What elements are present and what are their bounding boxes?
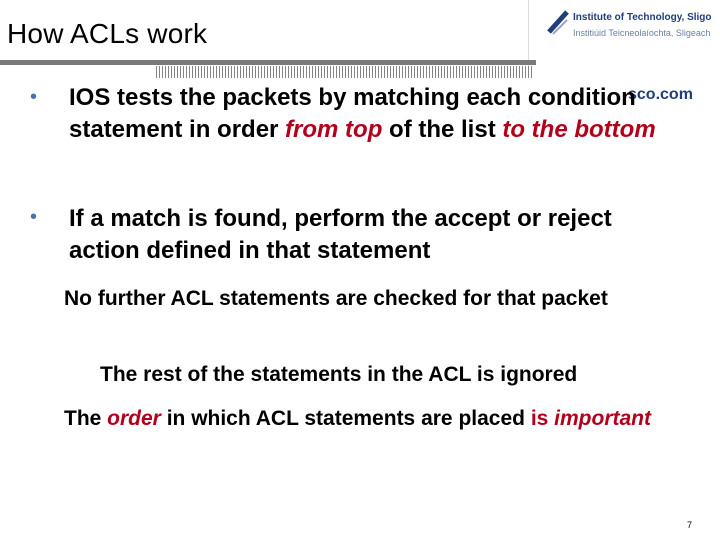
bullet-1-text [69,82,699,146]
sub-item-rest-ignored: The rest of the statements in the ACL is ignored [100,363,578,386]
bullet-1-part-3: of the list [382,116,503,143]
slide-title: How ACLs work [7,18,208,49]
bullet-1-to-bottom: to the bottom [502,116,656,143]
logo-mark-icon [547,8,569,36]
is-word: is [530,407,549,430]
page-number: 7 [686,520,692,530]
bullet-1-part-1: IOS tests the packets by matching each condition statement in order [69,84,636,143]
logo-line-2: Institiúid Teicneolaíochta, Sligeach [573,28,711,38]
bullet-marker: • [30,206,38,228]
order-line-mid: in which ACL statements are placed [160,407,531,430]
bullet-2-text: If a match is found, perform the accept or reject action defined in that statement [69,205,612,264]
bullet-marker: • [30,86,38,108]
order-word: order [107,407,161,430]
order-important-line [64,404,710,434]
cisco-url-fragment: sco.com [628,86,693,103]
bullet-1-from-top: from top [285,116,383,143]
logo-line-1: Institute of Technology, Sligo [573,12,712,23]
decorative-stripes [156,66,534,78]
sub-item-no-further: No further ACL statements are checked for that packet [64,287,608,310]
institute-logo [528,0,720,68]
important-word: important [554,407,651,430]
order-line-pre: The [64,407,108,430]
title-divider [0,60,536,65]
